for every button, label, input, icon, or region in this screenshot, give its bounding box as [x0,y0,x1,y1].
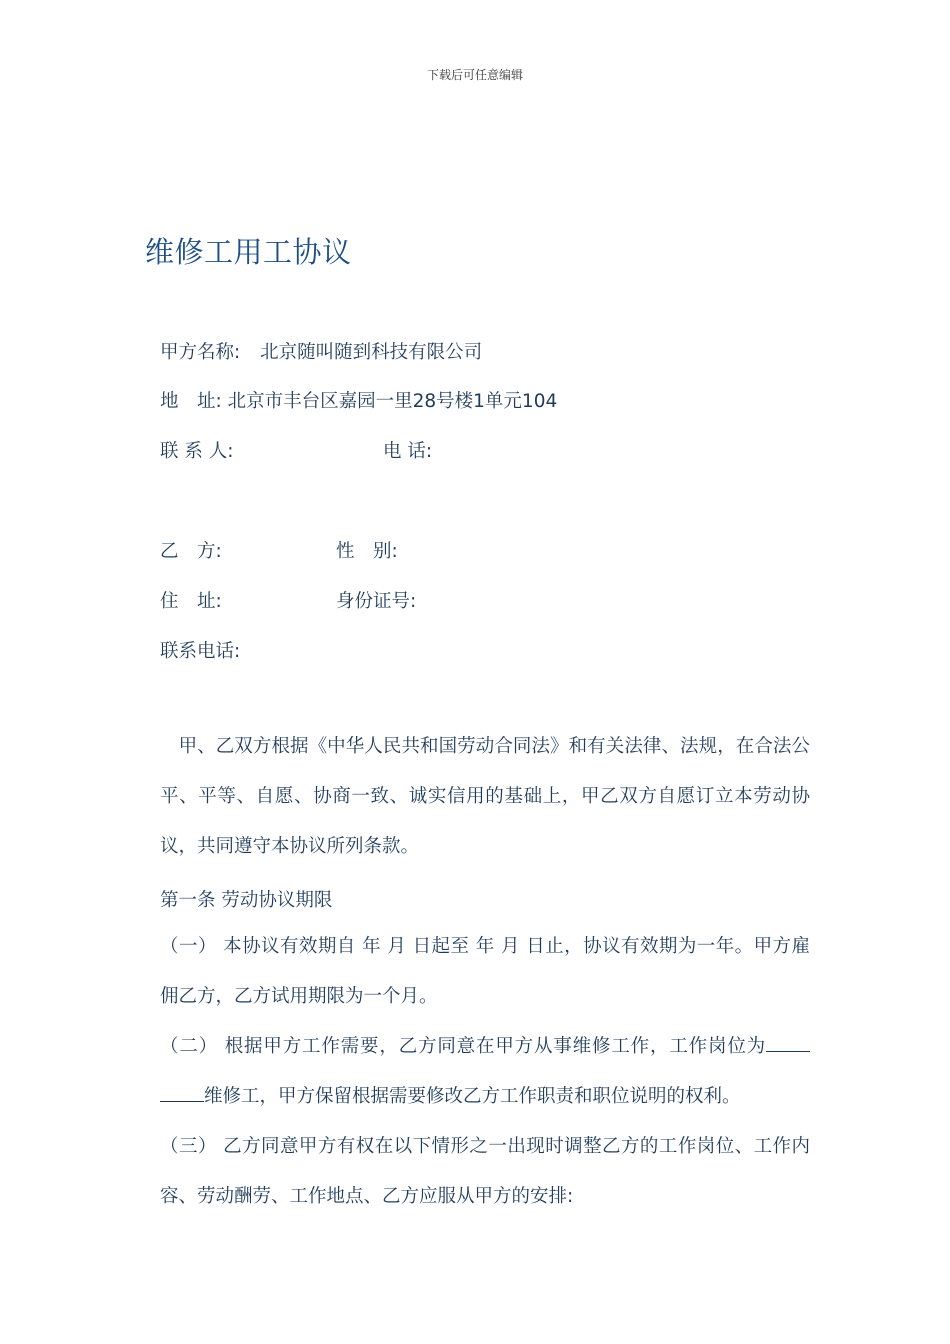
party-a-name-row [160,338,482,364]
party-a-address-label: 地 址: [160,391,222,412]
article-1-title: 第一条 劳动协议期限 [160,890,333,911]
party-b-residence-label: 住 址: [160,591,222,612]
party-a-name-value: 北京随叫随到科技有限公司 [260,342,483,363]
clause-2-text-after: 维修工，甲方保留根据需要修改乙方工作职责和职位说明的权利。 [204,1086,741,1107]
intro-paragraph: 甲、乙双方根据《中华人民共和国劳动合同法》和有关法律、法规，在合法公平、平等、自愿、协商一致、诚实信用的基础上，甲乙双方自愿订立本劳动协议，共同遵守本协议所列条款。 [160,736,810,857]
party-a-address-value: 北京市丰台区嘉园一里28号楼1单元104 [227,391,558,412]
clause-2-text-before: （二） 根据甲方工作需要，乙方同意在甲方从事维修工作，工作岗位为 [160,1036,766,1057]
party-b-id-label: 身份证号: [336,591,417,612]
party-b-phone-label: 联系电话: [160,641,241,662]
party-a-phone-label: 电 话: [383,441,433,462]
clause-2 [160,1022,810,1122]
header-note: 下载后可任意编辑 [426,68,523,82]
document-title: 维修工用工协议 [145,235,352,269]
party-a-contact-label: 联 系 人: [160,441,234,462]
job-position-blank-1 [766,1033,810,1052]
party-a-address-row [160,387,557,413]
clause-3: （三） 乙方同意甲方有权在以下情形之一出现时调整乙方的工作岗位、工作内容、劳动酬劳、工作地点、乙方应服从甲方的安排: [160,1136,810,1207]
party-b-label: 乙 方: [160,541,222,562]
job-position-blank-2 [160,1083,204,1102]
party-b-gender-label: 性 别: [336,541,398,562]
party-a-name-label: 甲方名称: [160,342,241,363]
clause-1: （一） 本协议有效期自 年 月 日起至 年 月 日止，协议有效期为一年。甲方雇佣乙方，乙方试用期限为一个月。 [160,936,810,1007]
party-b-phone-row [160,637,240,663]
